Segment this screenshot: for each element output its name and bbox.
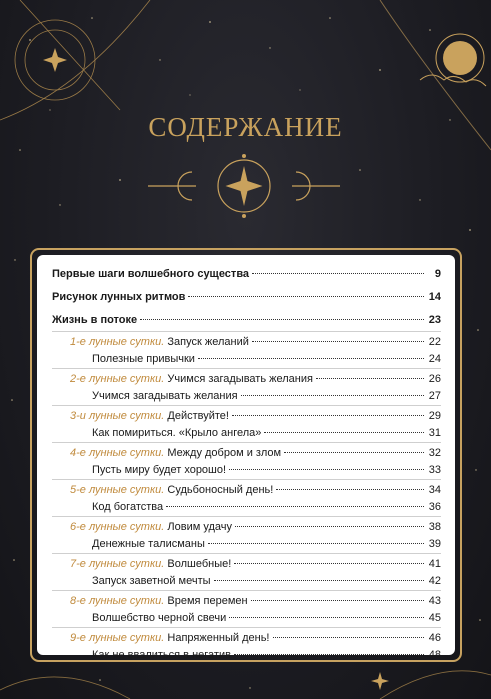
toc-frame (30, 248, 462, 662)
toc-page-number: 32 (428, 447, 441, 459)
leader-dots (188, 296, 424, 297)
toc-entry-label (70, 594, 248, 608)
lunar-day-label: 3-и лунные сутки. (70, 410, 165, 422)
toc-entry-label (70, 483, 273, 497)
lunar-day-title: Судьбоносный день! (167, 484, 274, 496)
page-title: СОДЕРЖАНИЕ (148, 112, 343, 142)
lunar-day-label: 1-е лунные сутки. (70, 336, 165, 348)
lunar-day-group (52, 332, 441, 368)
toc-page-number: 29 (428, 410, 441, 422)
lunar-day-title: Действуйте! (167, 410, 229, 422)
toc-entry[interactable] (52, 446, 441, 460)
toc-entry-label (70, 446, 281, 460)
lunar-day-group (52, 628, 441, 664)
lunar-day-label: 4-е лунные сутки. (70, 447, 165, 459)
leader-dots (229, 469, 424, 470)
table-of-contents (37, 255, 455, 661)
toc-subentry[interactable] (52, 389, 441, 403)
toc-entry-label: Жизнь в потоке (52, 314, 138, 326)
lunar-day-group (52, 517, 441, 553)
toc-entry[interactable] (52, 557, 441, 571)
toc-page-number: 45 (428, 612, 441, 624)
lunar-day-group (52, 480, 441, 516)
lunar-day-title: Волшебные! (167, 558, 232, 570)
toc-entry[interactable] (52, 267, 441, 281)
toc-page-number: 34 (428, 484, 441, 496)
toc-entry[interactable] (52, 520, 441, 534)
lunar-day-label: 5-е лунные сутки. (70, 484, 165, 496)
toc-page-number: 9 (434, 268, 441, 280)
lunar-day-label: 8-е лунные сутки. (70, 595, 165, 607)
toc-page-number: 23 (428, 314, 441, 326)
leader-dots (140, 319, 424, 320)
leader-dots (234, 654, 424, 655)
lunar-day-label: 9-е лунные сутки. (70, 632, 165, 644)
leader-dots (198, 358, 424, 359)
leader-dots (273, 637, 425, 638)
lunar-day-label: 2-е лунные сутки. (70, 373, 165, 385)
toc-subentry[interactable] (52, 500, 441, 514)
toc-subentry[interactable] (52, 537, 441, 551)
lunar-day-group (52, 554, 441, 590)
toc-subentry[interactable] (52, 352, 441, 366)
lunar-day-group (52, 406, 441, 442)
toc-subentry[interactable] (52, 648, 441, 662)
lunar-day-title: Учимся загадывать желания (167, 373, 313, 385)
lunar-day-label: 7-е лунные сутки. (70, 558, 165, 570)
leader-dots (264, 432, 424, 433)
lunar-day-title: Между добром и злом (167, 447, 282, 459)
toc-subentry[interactable] (52, 611, 441, 625)
toc-entry[interactable] (52, 372, 441, 386)
toc-page-number: 42 (428, 575, 441, 587)
toc-entry[interactable] (52, 335, 441, 349)
toc-page-number: 41 (428, 558, 441, 570)
toc-subentry-label: Пусть миру будет хорошо! (92, 464, 227, 476)
toc-entry-label (70, 631, 270, 645)
lunar-day-groups (52, 331, 441, 664)
toc-page-number: 26 (428, 373, 441, 385)
toc-entry[interactable] (52, 409, 441, 423)
toc-subentry[interactable] (52, 426, 441, 440)
lunar-day-title: Запуск желаний (167, 336, 249, 348)
toc-entry-label (70, 520, 232, 534)
leader-dots (241, 395, 424, 396)
toc-entry-label (70, 409, 229, 423)
leader-dots (252, 341, 424, 342)
leader-dots (316, 378, 424, 379)
leader-dots (232, 415, 424, 416)
leader-dots (166, 506, 424, 507)
lunar-day-group (52, 369, 441, 405)
toc-page-number: 27 (428, 390, 441, 402)
toc-subentry-label: Учимся загадывать желания (92, 390, 238, 402)
leader-dots (229, 617, 424, 618)
toc-subentry-label: Волшебство черной свечи (92, 612, 227, 624)
toc-entry[interactable] (52, 594, 441, 608)
leader-dots (235, 526, 424, 527)
toc-page-number: 46 (428, 632, 441, 644)
toc-entry-label (70, 372, 313, 386)
toc-page-number: 33 (428, 464, 441, 476)
toc-entry-label (70, 335, 249, 349)
toc-page-number: 22 (428, 336, 441, 348)
toc-page-number: 14 (428, 291, 441, 303)
leader-dots (284, 452, 424, 453)
toc-subentry-label: Денежные талисманы (92, 538, 205, 550)
toc-page-number: 31 (428, 427, 441, 439)
leader-dots (214, 580, 424, 581)
toc-page-number: 43 (428, 595, 441, 607)
toc-subentry-label: Как помириться. «Крыло ангела» (92, 427, 262, 439)
lunar-day-title: Напряженный день! (167, 632, 270, 644)
leader-dots (251, 600, 424, 601)
toc-subentry-label: Как не ввалиться в негатив (92, 649, 231, 661)
toc-entry[interactable] (52, 313, 441, 327)
toc-entry[interactable] (52, 631, 441, 645)
lunar-day-group (52, 591, 441, 627)
toc-subentry-label: Полезные привычки (92, 353, 195, 365)
toc-entry[interactable] (52, 290, 441, 304)
lunar-day-label: 6-е лунные сутки. (70, 521, 165, 533)
leader-dots (208, 543, 424, 544)
toc-entry-label: Рисунок лунных ритмов (52, 291, 186, 303)
leader-dots (234, 563, 424, 564)
toc-subentry-label: Код богатства (92, 501, 164, 513)
leader-dots (252, 273, 424, 274)
toc-entry[interactable] (52, 483, 441, 497)
toc-page-number: 38 (428, 521, 441, 533)
toc-entry-label: Первые шаги волшебного существа (52, 268, 250, 280)
toc-subentry-label: Запуск заветной мечты (92, 575, 211, 587)
toc-page-number: 39 (428, 538, 441, 550)
toc-page-number: 48 (428, 649, 441, 661)
toc-entry-label (70, 557, 231, 571)
lunar-day-title: Время перемен (167, 595, 248, 607)
toc-page-number: 24 (428, 353, 441, 365)
lunar-day-group (52, 443, 441, 479)
leader-dots (276, 489, 424, 490)
lunar-day-title: Ловим удачу (167, 521, 232, 533)
toc-page-number: 36 (428, 501, 441, 513)
toc-subentry[interactable] (52, 463, 441, 477)
toc-subentry[interactable] (52, 574, 441, 588)
